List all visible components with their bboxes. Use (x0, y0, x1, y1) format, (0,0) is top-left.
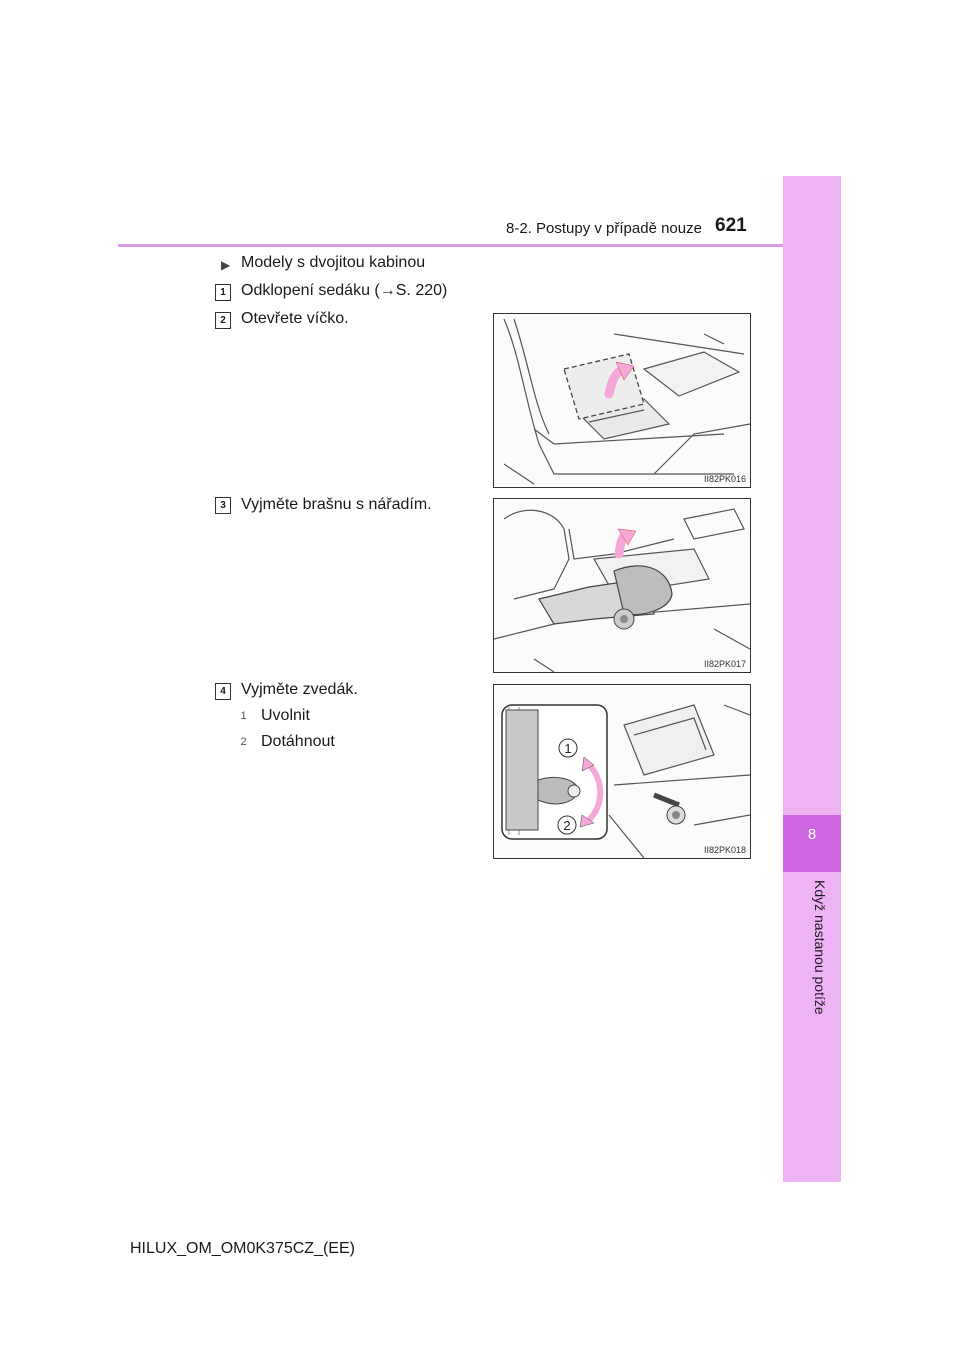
figure-code: II82PK017 (703, 659, 746, 669)
chapter-sidetab (783, 176, 841, 1182)
step-number: 2 (215, 312, 231, 329)
callout-2: 2 (563, 818, 571, 833)
chapter-title: Když nastanou potíže (812, 880, 828, 1015)
figure-jack (493, 684, 751, 859)
figure-tool-bag (493, 498, 751, 673)
substep-number: 1 (240, 710, 247, 722)
step-text: Odklopení sedáku (→S. 220) (241, 282, 448, 299)
section-title: 8-2. Postupy v případě nouze (506, 220, 702, 237)
header-rule (118, 244, 783, 247)
document-id: HILUX_OM_OM0K375CZ_(EE) (130, 1240, 355, 1257)
step-text: Vyjměte brašnu s nářadím. (241, 496, 432, 513)
page-number: 621 (715, 215, 747, 236)
step-number: 1 (215, 284, 231, 301)
substep-number: 2 (240, 736, 247, 748)
figure-code: II82PK016 (703, 474, 746, 484)
figure-open-lid (493, 313, 751, 488)
chapter-tab-active[interactable] (783, 815, 841, 872)
substep-text: Uvolnit (261, 707, 310, 724)
step-number: 3 (215, 497, 231, 514)
chapter-number: 8 (807, 826, 817, 843)
triangle-bullet-icon: ▶ (221, 258, 231, 272)
step-text: Vyjměte zvedák. (241, 681, 358, 698)
model-heading: Modely s dvojitou kabinou (241, 254, 426, 271)
substep-text: Dotáhnout (261, 733, 335, 750)
step-text: Otevřete víčko. (241, 310, 349, 327)
callout-1: 1 (564, 741, 572, 756)
step-number: 4 (215, 683, 231, 700)
figure-code: II82PK018 (703, 845, 746, 855)
